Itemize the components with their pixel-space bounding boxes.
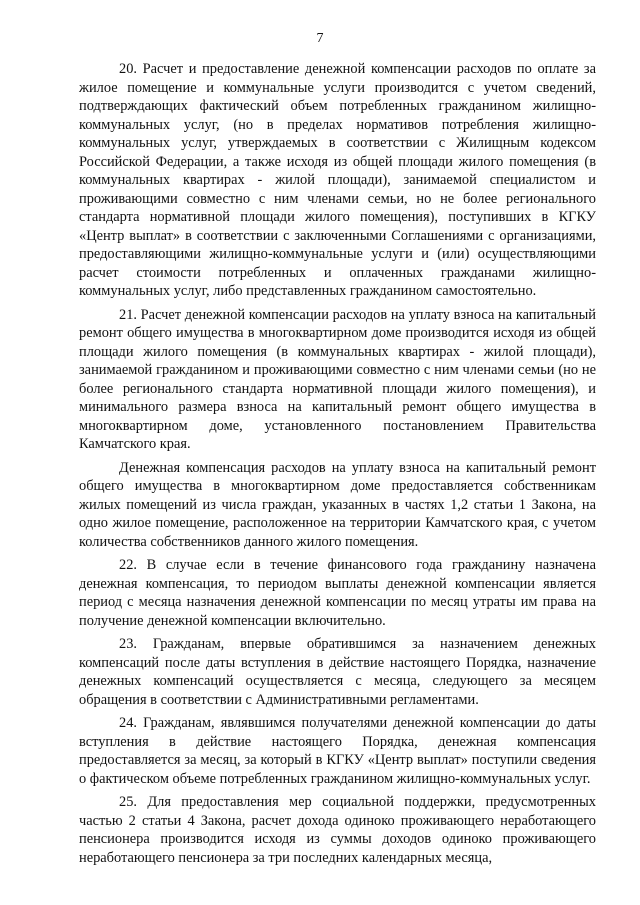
paragraph-22: 22. В случае если в течение финансового года гражданину назначена денежная компенсация, то периодом выплаты денежной компенсации является период с месяца назначения денежной компенсации по месяц утраты им права на получение денежной компенсации включительно.: [79, 557, 596, 629]
page-number: 7: [316, 31, 324, 46]
document-body: [79, 60, 596, 872]
paragraph-20: 20. Расчет и предоставление денежной компенсации расходов по оплате за жилое помещение и коммунальные услуги производится с учетом сведений, подтверждающих фактический объем потребленных гражданином жилищно-коммунальных услуг, (но в пределах нормативов потребления жилищно-коммунальных услуг, утверждаемых в соответствии с Жилищным кодексом Российской Федерации, а также исходя из общей площади жилого помещения (в коммунальных квартирах - жилой площади), занимаемой специалистом и проживающими совместно с ним членами семьи, но не более регионального стандарта нормативной площади жилого помещения), поступивших в КГКУ «Центр выплат» в соответствии с заключенными Соглашениями с организациями, предоставляющими жилищно-коммунальные услуги и (или) осуществляющими расчет стоимости потребленных и оплаченных гражданами жилищно-коммунальных услуг, либо представленных гражданином самостоятельно.: [79, 61, 596, 299]
paragraph-21-continuation: Денежная компенсация расходов на уплату взноса на капитальный ремонт общего имущества в многоквартирном доме предоставляется собственникам жилых помещений из числа граждан, указанных в частях 1,2 статьи 1 Закона, на одно жилое помещение, расположенное на территории Камчатского края, с учетом количества собственников данного жилого помещения.: [79, 459, 596, 550]
paragraph-25: 25. Для предоставления мер социальной поддержки, предусмотренных частью 2 статьи 4 Закона, расчет дохода одиноко проживающего неработающего пенсионера производится исходя из суммы доходов одиноко проживающего неработающего пенсионера за три последних календарных месяца,: [79, 794, 596, 866]
paragraph-23: 23. Гражданам, впервые обратившимся за назначением денежных компенсаций после даты вступления в действие настоящего Порядка, назначение денежных компенсаций осуществляется с месяца, следующего за месяцем обращения в соответствии с Административными регламентами.: [79, 636, 596, 708]
paragraph-21: 21. Расчет денежной компенсации расходов на уплату взноса на капитальный ремонт общего имущества в многоквартирном доме производится исходя из общей площади жилого помещения (в коммунальных квартирах - жилой площади), занимаемой гражданином и проживающими совместно с ним членами семьи (но не более регионального стандарта нормативной площади жилого помещения), и минимального размера взноса на капитальный ремонт общего имущества в многоквартирном доме, установленного постановлением Правительства Камчатского края.: [79, 306, 596, 452]
paragraph-24: 24. Гражданам, являвшимся получателями денежной компенсации до даты вступления в действие настоящего Порядка, денежная компенсация предоставляется за месяц, за который в КГКУ «Центр выплат» поступили сведения о фактическом объеме потребленных гражданином жилищно-коммунальных услуг.: [79, 715, 596, 787]
